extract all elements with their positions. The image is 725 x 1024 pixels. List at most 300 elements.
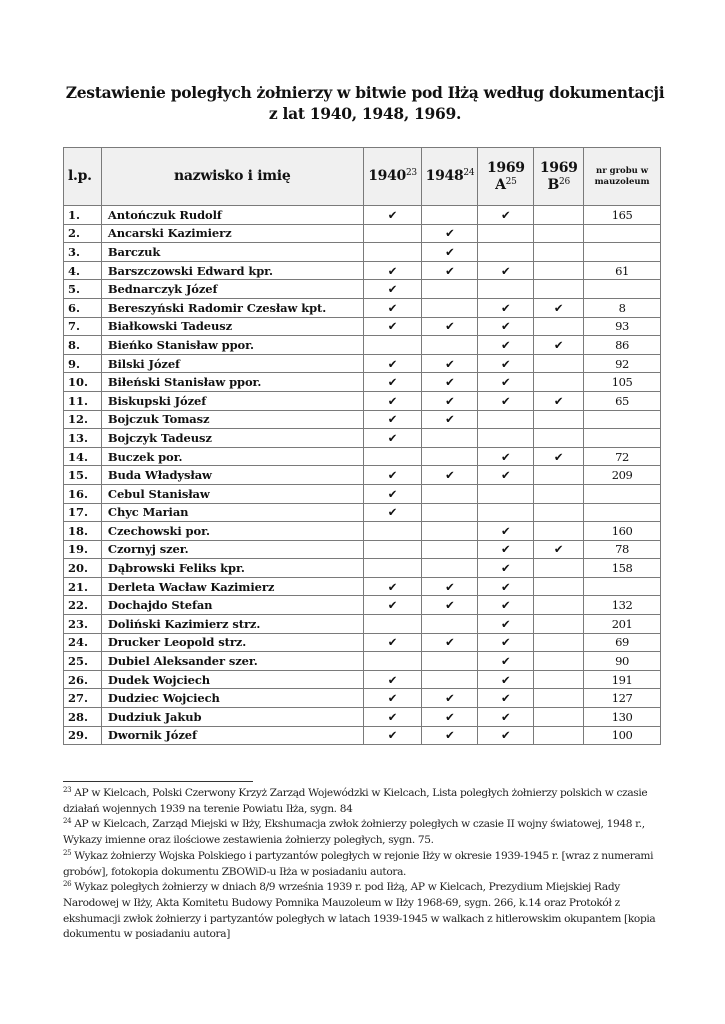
check-cell-1969a <box>478 689 534 708</box>
check-cell-1969a <box>478 243 534 262</box>
grave-number: 90 <box>584 652 661 671</box>
footnotes <box>63 786 663 943</box>
row-number: 19. <box>64 540 102 559</box>
footnote-text: AP w Kielcach, Polski Czerwony Krzyż Zarząd Wojewódzki w Kielcach, Lista poległych żołnierzy polskich w czasie działań wojennych 1939 na terenie Powiatu Iłża, sygn. 84 <box>63 787 648 815</box>
check-cell-1948 <box>422 429 478 448</box>
soldier-name: Doliński Kazimierz strz. <box>101 615 363 634</box>
grave-number: 92 <box>584 354 661 373</box>
grave-number: 160 <box>584 522 661 541</box>
checkmark-icon: ✔ <box>387 635 398 650</box>
checkmark-icon: ✔ <box>445 226 455 241</box>
check-cell-1940 <box>363 503 422 522</box>
grave-number: 72 <box>584 447 661 466</box>
check-cell-1969a <box>478 336 534 355</box>
document-title <box>60 82 670 124</box>
check-cell-1948 <box>422 391 478 410</box>
check-cell-1969a <box>478 206 534 225</box>
check-cell-1969a <box>478 708 534 727</box>
grave-number <box>584 224 661 243</box>
row-number: 26. <box>64 670 102 689</box>
footnote-ref-25: 25 <box>505 176 517 187</box>
check-cell-1940 <box>363 652 422 671</box>
soldier-name: Dąbrowski Feliks kpr. <box>101 559 363 578</box>
checkmark-icon: ✔ <box>501 263 511 278</box>
table-row <box>64 298 661 317</box>
checkmark-icon: ✔ <box>387 430 398 445</box>
check-cell-1969a <box>478 280 534 299</box>
checkmark-icon: ✔ <box>501 542 511 557</box>
checkmark-icon: ✔ <box>445 598 455 613</box>
grave-number: 61 <box>584 261 661 280</box>
check-cell-1969a <box>478 652 534 671</box>
table-row <box>64 615 661 634</box>
checkmark-icon: ✔ <box>387 691 398 706</box>
check-cell-1969b <box>534 689 584 708</box>
check-cell-1969b <box>534 670 584 689</box>
grave-number: 201 <box>584 615 661 634</box>
row-number: 9. <box>64 354 102 373</box>
check-cell-1969a <box>478 410 534 429</box>
check-cell-1969b <box>534 280 584 299</box>
header-grave-line-2: mauzoleum <box>594 176 650 187</box>
table-row <box>64 336 661 355</box>
soldier-name: Buda Władysław <box>101 466 363 485</box>
checkmark-icon: ✔ <box>445 244 455 259</box>
row-number: 22. <box>64 596 102 615</box>
table-header-row <box>64 148 661 206</box>
check-cell-1969b <box>534 615 584 634</box>
grave-number: 65 <box>584 391 661 410</box>
footnote-number: 25 <box>63 848 72 857</box>
table-row <box>64 652 661 671</box>
check-cell-1969b <box>534 410 584 429</box>
check-cell-1948 <box>422 373 478 392</box>
check-cell-1948 <box>422 466 478 485</box>
fallen-soldiers-table <box>63 147 661 745</box>
soldier-name: Derleta Wacław Kazimierz <box>101 577 363 596</box>
footnote-text: Wykaz poległych żołnierzy w dniach 8/9 września 1939 r. pod Iłżą, AP w Kielcach, Prezydium Miejskiej Rady Narodowej w Iłży, Akta Komitetu Budowy Pomnika Mauzoleum w Iłży 1968-69, sygn. 266, k.14 oraz Protokół z ekshumacji zwłok żołnierzy i partyzantów poległych w latach 1939-1945 w walkach z hitlerowskim okupantem [kopia dokumentu w posiadaniu autora] <box>63 881 656 941</box>
soldier-name: Drucker Leopold strz. <box>101 633 363 652</box>
check-cell-1948 <box>422 708 478 727</box>
soldier-name: Czechowski por. <box>101 522 363 541</box>
checkmark-icon: ✔ <box>445 728 455 743</box>
row-number: 2. <box>64 224 102 243</box>
check-cell-1969a <box>478 615 534 634</box>
soldier-name: Biłeński Stanisław ppor. <box>101 373 363 392</box>
checkmark-icon: ✔ <box>445 635 455 650</box>
row-number: 12. <box>64 410 102 429</box>
table-row <box>64 466 661 485</box>
check-cell-1940 <box>363 410 422 429</box>
check-cell-1969b <box>534 261 584 280</box>
row-number: 13. <box>64 429 102 448</box>
check-cell-1940 <box>363 280 422 299</box>
check-cell-1940 <box>363 522 422 541</box>
check-cell-1969b <box>534 559 584 578</box>
row-number: 21. <box>64 577 102 596</box>
checkmark-icon: ✔ <box>445 263 455 278</box>
header-1969b <box>534 148 584 206</box>
grave-number: 158 <box>584 559 661 578</box>
check-cell-1969b <box>534 503 584 522</box>
check-cell-1948 <box>422 243 478 262</box>
grave-number <box>584 429 661 448</box>
row-number: 10. <box>64 373 102 392</box>
row-number: 16. <box>64 484 102 503</box>
check-cell-1969a <box>478 261 534 280</box>
check-cell-1940 <box>363 633 422 652</box>
check-cell-1969b <box>534 484 584 503</box>
check-cell-1940 <box>363 466 422 485</box>
checkmark-icon: ✔ <box>387 709 398 724</box>
checkmark-icon: ✔ <box>501 393 511 408</box>
grave-number: 86 <box>584 336 661 355</box>
footnote-ref-24: 24 <box>463 168 475 178</box>
checkmark-icon: ✔ <box>553 300 564 315</box>
footnote-ref-23: 23 <box>405 168 417 178</box>
check-cell-1948 <box>422 652 478 671</box>
soldier-name: Dudek Wojciech <box>101 670 363 689</box>
checkmark-icon: ✔ <box>501 561 511 576</box>
check-cell-1940 <box>363 615 422 634</box>
check-cell-1948 <box>422 522 478 541</box>
soldier-name: Bednarczyk Józef <box>101 280 363 299</box>
check-cell-1969a <box>478 726 534 745</box>
row-number: 1. <box>64 206 102 225</box>
check-cell-1940 <box>363 559 422 578</box>
check-cell-1948 <box>422 540 478 559</box>
soldier-name: Barszczowski Edward kpr. <box>101 261 363 280</box>
checkmark-icon: ✔ <box>501 635 511 650</box>
checkmark-icon: ✔ <box>445 412 455 427</box>
check-cell-1969b <box>534 224 584 243</box>
check-cell-1969b <box>534 373 584 392</box>
checkmark-icon: ✔ <box>553 393 564 408</box>
check-cell-1948 <box>422 633 478 652</box>
header-1969a-year: 1969 <box>486 159 525 176</box>
check-cell-1969a <box>478 354 534 373</box>
row-number: 11. <box>64 391 102 410</box>
table-row <box>64 206 661 225</box>
check-cell-1969a <box>478 224 534 243</box>
check-cell-1940 <box>363 317 422 336</box>
footnote-25 <box>63 849 663 880</box>
check-cell-1940 <box>363 373 422 392</box>
table-row <box>64 354 661 373</box>
check-cell-1969a <box>478 503 534 522</box>
check-cell-1948 <box>422 261 478 280</box>
check-cell-1948 <box>422 336 478 355</box>
checkmark-icon: ✔ <box>501 300 511 315</box>
check-cell-1940 <box>363 726 422 745</box>
check-cell-1940 <box>363 708 422 727</box>
checkmark-icon: ✔ <box>445 579 455 594</box>
soldier-name: Bilski Józef <box>101 354 363 373</box>
row-number: 25. <box>64 652 102 671</box>
check-cell-1969b <box>534 540 584 559</box>
footnote-ref-26: 26 <box>559 176 570 187</box>
table-row <box>64 410 661 429</box>
grave-number: 132 <box>584 596 661 615</box>
footnote-number: 23 <box>63 786 72 794</box>
check-cell-1948 <box>422 484 478 503</box>
row-number: 29. <box>64 726 102 745</box>
header-grave-number <box>584 148 661 206</box>
check-cell-1940 <box>363 336 422 355</box>
check-cell-1948 <box>422 577 478 596</box>
table-row <box>64 243 661 262</box>
soldier-name: Barczuk <box>101 243 363 262</box>
check-cell-1940 <box>363 354 422 373</box>
check-cell-1969a <box>478 391 534 410</box>
title-line-2: z lat 1940, 1948, 1969. <box>268 104 462 123</box>
check-cell-1969b <box>534 336 584 355</box>
check-cell-1969b <box>534 243 584 262</box>
table-row <box>64 429 661 448</box>
check-cell-1940 <box>363 540 422 559</box>
checkmark-icon: ✔ <box>387 282 398 297</box>
grave-number: 209 <box>584 466 661 485</box>
check-cell-1948 <box>422 503 478 522</box>
checkmark-icon: ✔ <box>387 393 398 408</box>
table-row <box>64 373 661 392</box>
check-cell-1969a <box>478 373 534 392</box>
checkmark-icon: ✔ <box>387 319 398 334</box>
check-cell-1969a <box>478 559 534 578</box>
check-cell-1969a <box>478 484 534 503</box>
checkmark-icon: ✔ <box>445 393 455 408</box>
soldier-name: Bojczyk Tadeusz <box>101 429 363 448</box>
header-1969a-letter: A <box>495 176 506 193</box>
checkmark-icon: ✔ <box>387 598 398 613</box>
grave-number: 8 <box>584 298 661 317</box>
check-cell-1969b <box>534 447 584 466</box>
table-row <box>64 670 661 689</box>
table-row <box>64 484 661 503</box>
check-cell-1940 <box>363 596 422 615</box>
checkmark-icon: ✔ <box>501 523 511 538</box>
check-cell-1948 <box>422 689 478 708</box>
footnote-26 <box>63 880 663 943</box>
check-cell-1948 <box>422 410 478 429</box>
row-number: 23. <box>64 615 102 634</box>
soldier-name: Chyc Marian <box>101 503 363 522</box>
table-row <box>64 633 661 652</box>
checkmark-icon: ✔ <box>553 542 564 557</box>
check-cell-1948 <box>422 447 478 466</box>
grave-number: 105 <box>584 373 661 392</box>
checkmark-icon: ✔ <box>387 505 398 520</box>
grave-number: 130 <box>584 708 661 727</box>
footnote-text: Wykaz żołnierzy Wojska Polskiego i partyzantów poległych w rejonie Iłży w okresie 1939-1945 r. [wraz z numerami grobów], fotokopia dokumentu ZBOWiD-u Iłża w posiadaniu autora. <box>63 849 654 878</box>
header-grave-line-1: nr grobu w <box>596 165 649 176</box>
table-row <box>64 577 661 596</box>
soldier-name: Ancarski Kazimierz <box>101 224 363 243</box>
footnote-number: 24 <box>63 817 72 826</box>
header-lp: l.p. <box>64 148 102 206</box>
check-cell-1969a <box>478 670 534 689</box>
checkmark-icon: ✔ <box>445 356 455 371</box>
row-number: 6. <box>64 298 102 317</box>
checkmark-icon: ✔ <box>445 375 455 390</box>
table-row <box>64 540 661 559</box>
check-cell-1948 <box>422 726 478 745</box>
soldier-name: Dubiel Aleksander szer. <box>101 652 363 671</box>
footnote-24 <box>63 817 663 848</box>
checkmark-icon: ✔ <box>387 728 398 743</box>
table-row <box>64 280 661 299</box>
check-cell-1969a <box>478 577 534 596</box>
row-number: 3. <box>64 243 102 262</box>
table-row <box>64 596 661 615</box>
table-row <box>64 708 661 727</box>
check-cell-1948 <box>422 615 478 634</box>
row-number: 18. <box>64 522 102 541</box>
check-cell-1969a <box>478 522 534 541</box>
check-cell-1969a <box>478 633 534 652</box>
grave-number <box>584 503 661 522</box>
check-cell-1969b <box>534 354 584 373</box>
checkmark-icon: ✔ <box>387 300 398 315</box>
grave-number <box>584 484 661 503</box>
row-number: 27. <box>64 689 102 708</box>
checkmark-icon: ✔ <box>501 598 511 613</box>
soldier-name: Dudziuk Jakub <box>101 708 363 727</box>
header-1948-year: 1948 <box>425 168 464 184</box>
check-cell-1969b <box>534 522 584 541</box>
row-number: 7. <box>64 317 102 336</box>
check-cell-1940 <box>363 261 422 280</box>
row-number: 17. <box>64 503 102 522</box>
checkmark-icon: ✔ <box>501 579 511 594</box>
checkmark-icon: ✔ <box>501 654 511 669</box>
checkmark-icon: ✔ <box>387 263 398 278</box>
table-row <box>64 522 661 541</box>
soldier-name: Cebul Stanisław <box>101 484 363 503</box>
table-row <box>64 559 661 578</box>
check-cell-1948 <box>422 298 478 317</box>
check-cell-1969b <box>534 429 584 448</box>
grave-number: 93 <box>584 317 661 336</box>
check-cell-1969a <box>478 429 534 448</box>
checkmark-icon: ✔ <box>445 691 455 706</box>
check-cell-1969a <box>478 540 534 559</box>
check-cell-1969b <box>534 726 584 745</box>
check-cell-1969a <box>478 447 534 466</box>
check-cell-1940 <box>363 689 422 708</box>
check-cell-1969b <box>534 633 584 652</box>
header-1948 <box>422 148 478 206</box>
checkmark-icon: ✔ <box>445 468 455 483</box>
soldier-name: Czornyj szer. <box>101 540 363 559</box>
checkmark-icon: ✔ <box>387 468 398 483</box>
soldier-name: Biskupski Józef <box>101 391 363 410</box>
footnote-text: AP w Kielcach, Zarząd Miejski w Iłży, Ekshumacja zwłok żołnierzy poległych w czasie II wojny światowej, 1948 r., Wykazy imienne oraz ilościowe zestawienia żołnierzy poległych, sygn. 75. <box>63 818 645 847</box>
check-cell-1948 <box>422 206 478 225</box>
check-cell-1948 <box>422 224 478 243</box>
row-number: 20. <box>64 559 102 578</box>
soldier-name: Antończuk Rudolf <box>101 206 363 225</box>
checkmark-icon: ✔ <box>387 579 398 594</box>
table-body <box>64 206 661 745</box>
header-name: nazwisko i imię <box>101 148 363 206</box>
row-number: 5. <box>64 280 102 299</box>
check-cell-1940 <box>363 243 422 262</box>
check-cell-1969b <box>534 466 584 485</box>
checkmark-icon: ✔ <box>445 709 455 724</box>
row-number: 28. <box>64 708 102 727</box>
row-number: 4. <box>64 261 102 280</box>
check-cell-1969a <box>478 466 534 485</box>
row-number: 8. <box>64 336 102 355</box>
soldier-name: Dwornik Józef <box>101 726 363 745</box>
check-cell-1940 <box>363 670 422 689</box>
check-cell-1969b <box>534 391 584 410</box>
check-cell-1948 <box>422 670 478 689</box>
header-1969b-year: 1969 <box>539 159 578 176</box>
check-cell-1940 <box>363 298 422 317</box>
table-row <box>64 391 661 410</box>
checkmark-icon: ✔ <box>501 728 511 743</box>
check-cell-1940 <box>363 447 422 466</box>
checkmark-icon: ✔ <box>553 449 564 464</box>
table-row <box>64 261 661 280</box>
checkmark-icon: ✔ <box>387 375 398 390</box>
soldier-name: Buczek por. <box>101 447 363 466</box>
check-cell-1940 <box>363 224 422 243</box>
header-1969b-letter: B <box>547 176 560 193</box>
check-cell-1969b <box>534 206 584 225</box>
checkmark-icon: ✔ <box>501 468 511 483</box>
table-row <box>64 224 661 243</box>
title-line-1: Zestawienie poległych żołnierzy w bitwie pod Iłżą według dokumentacji <box>65 83 665 102</box>
grave-number <box>584 280 661 299</box>
checkmark-icon: ✔ <box>501 319 511 334</box>
checkmark-icon: ✔ <box>501 449 511 464</box>
checkmark-icon: ✔ <box>501 672 511 687</box>
grave-number: 100 <box>584 726 661 745</box>
checkmark-icon: ✔ <box>387 486 398 501</box>
check-cell-1969b <box>534 708 584 727</box>
checkmark-icon: ✔ <box>501 337 511 352</box>
grave-number <box>584 243 661 262</box>
row-number: 14. <box>64 447 102 466</box>
grave-number: 191 <box>584 670 661 689</box>
check-cell-1948 <box>422 280 478 299</box>
row-number: 15. <box>64 466 102 485</box>
checkmark-icon: ✔ <box>501 616 511 631</box>
checkmark-icon: ✔ <box>501 691 511 706</box>
check-cell-1940 <box>363 391 422 410</box>
grave-number: 78 <box>584 540 661 559</box>
table-row <box>64 689 661 708</box>
grave-number: 127 <box>584 689 661 708</box>
check-cell-1948 <box>422 559 478 578</box>
header-1969a <box>478 148 534 206</box>
table-row <box>64 447 661 466</box>
checkmark-icon: ✔ <box>553 337 564 352</box>
check-cell-1969b <box>534 577 584 596</box>
check-cell-1969a <box>478 298 534 317</box>
checkmark-icon: ✔ <box>501 356 511 371</box>
checkmark-icon: ✔ <box>387 356 398 371</box>
header-1940-year: 1940 <box>368 168 406 184</box>
row-number: 24. <box>64 633 102 652</box>
soldier-name: Dochajdo Stefan <box>101 596 363 615</box>
checkmark-icon: ✔ <box>445 319 455 334</box>
check-cell-1940 <box>363 206 422 225</box>
check-cell-1940 <box>363 429 422 448</box>
